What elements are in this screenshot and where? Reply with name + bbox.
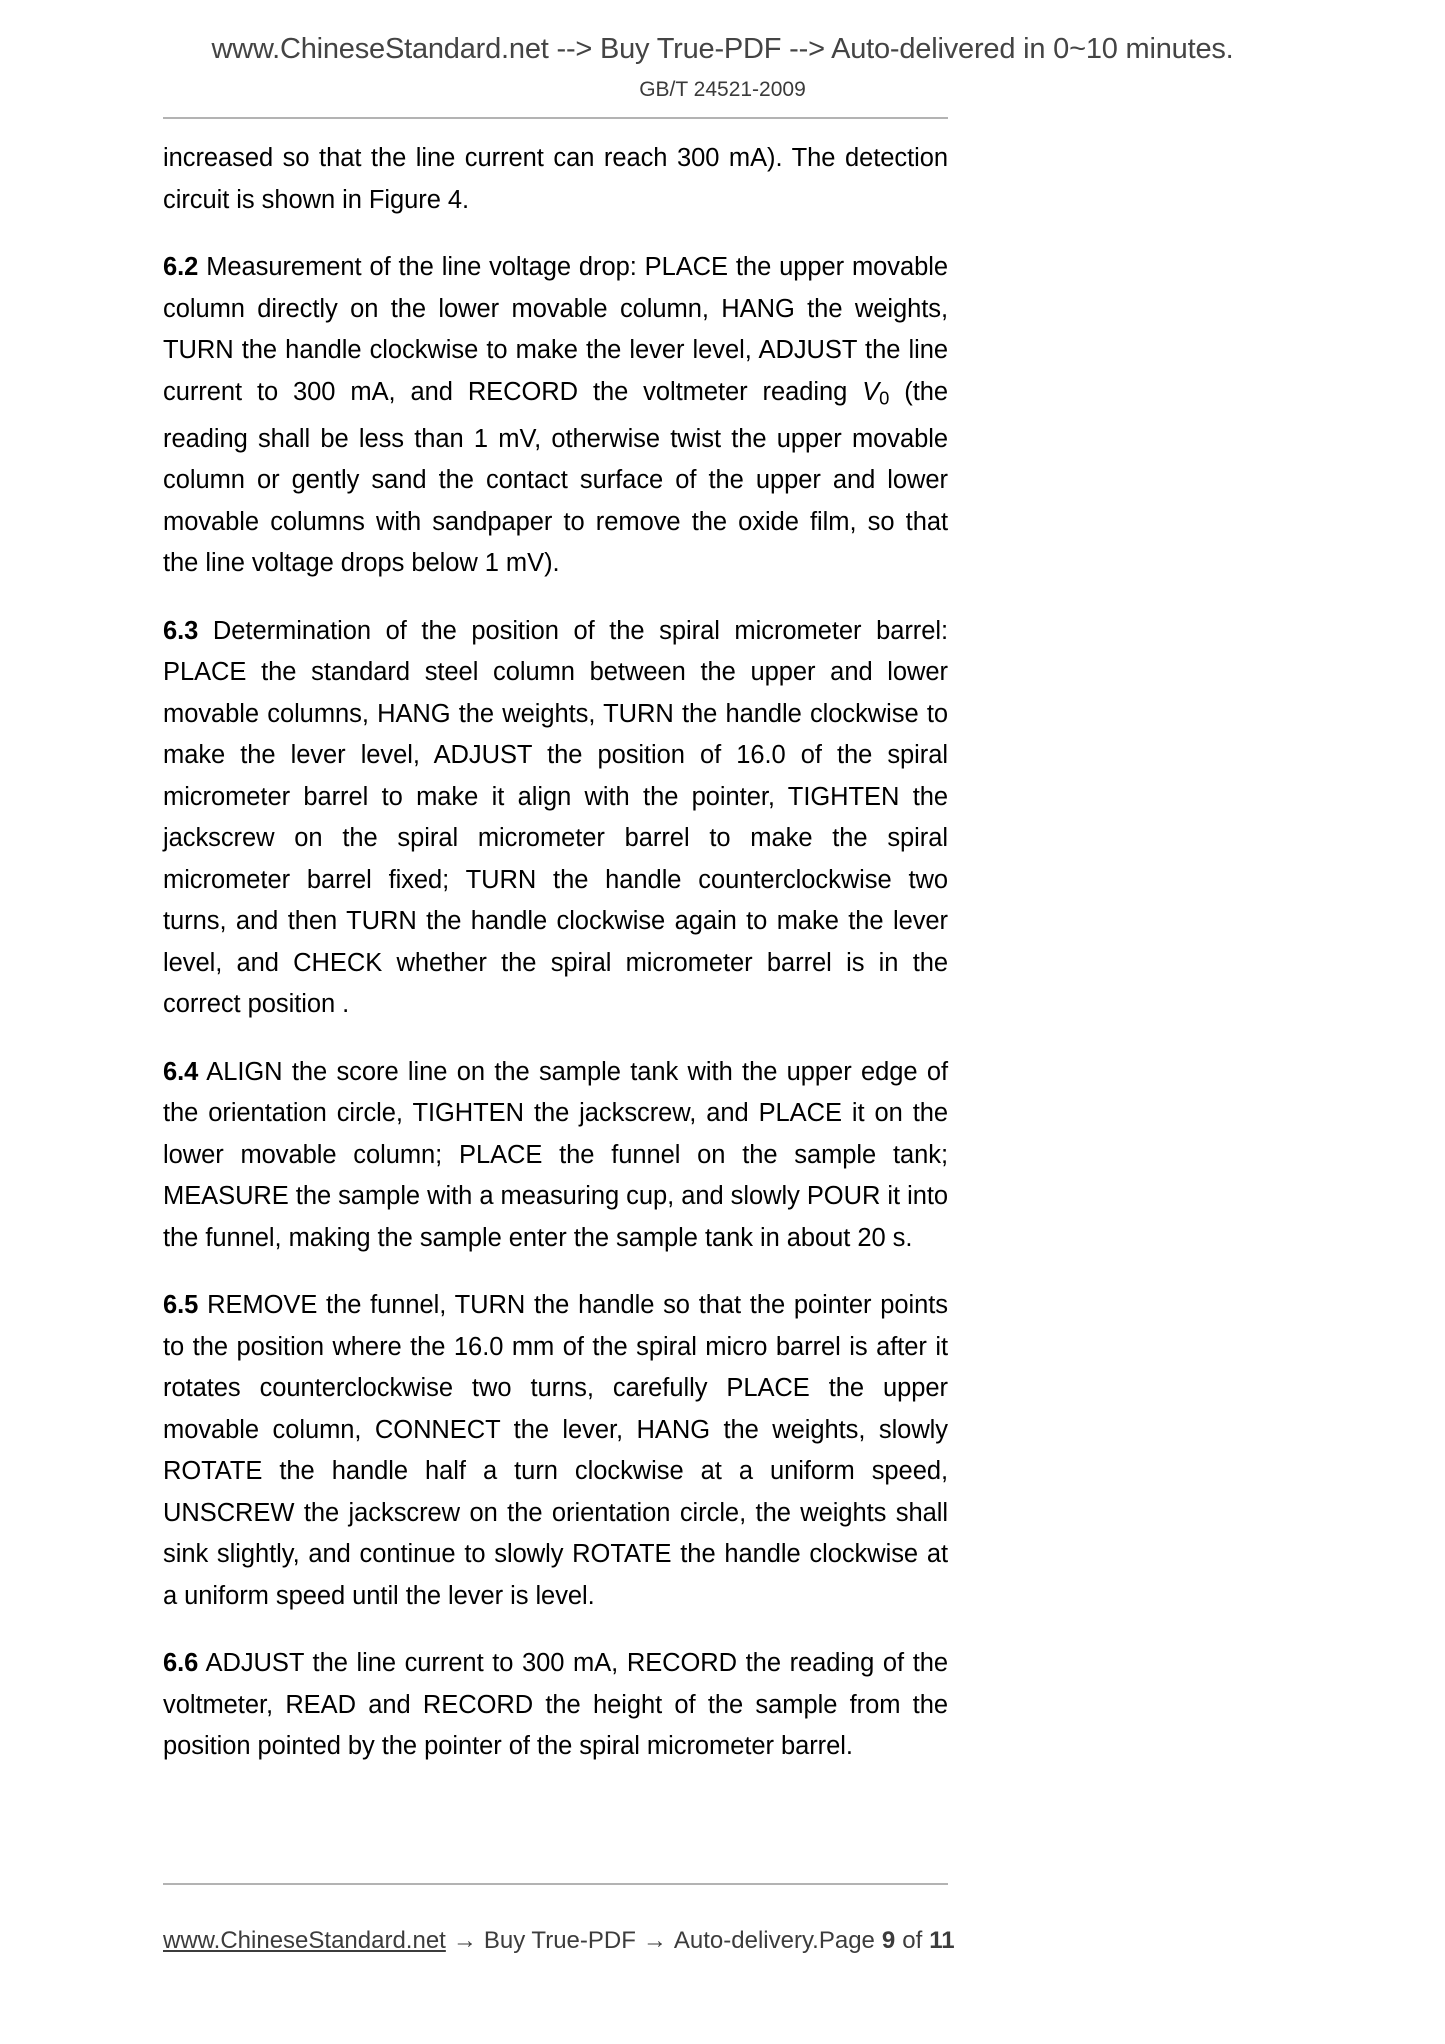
section-number-6-3: 6.3 (163, 616, 199, 645)
paragraph-6-2 (163, 247, 948, 585)
paragraph-6-6 (163, 1643, 948, 1768)
arrow-right-icon-1: → (452, 1927, 477, 1954)
variable-v0 (862, 377, 890, 409)
footer-promo (163, 1927, 819, 1955)
page-footer (163, 1927, 955, 1955)
section-number-6-5: 6.5 (163, 1291, 199, 1320)
paragraph-6-4-text: ALIGN the score line on the sample tank with the upper edge of the orientation circle, TIGHTEN the jackscrew, and PLACE it on the lower movable column; PLACE the funnel on the sample tank; MEASURE the sample with a measuring cup, and slowly POUR it into the funnel, making the sample enter the sample tank in about 20 s. (163, 1057, 948, 1252)
page-label: Page (818, 1927, 875, 1954)
paragraph-6-5 (163, 1285, 948, 1617)
paragraph-intro (163, 138, 948, 221)
header-divider (163, 117, 948, 119)
standard-number: GB/T 24521-2009 (639, 78, 806, 101)
footer-divider (163, 1883, 948, 1885)
arrow-right-icon-2: → (642, 1927, 667, 1954)
footer-buy-label: Buy True-PDF (483, 1927, 636, 1954)
variable-v0-symbol: V (862, 377, 880, 406)
section-number-6-2: 6.2 (163, 253, 199, 281)
section-number-6-4: 6.4 (163, 1057, 199, 1086)
page-of-label: of (902, 1927, 923, 1954)
promo-header-banner: www.ChineseStandard.net --> Buy True-PDF --> Auto-delivered in 0~10 minutes. (211, 33, 1234, 65)
paragraph-6-4 (163, 1052, 948, 1260)
page-number-total: 11 (929, 1927, 955, 1954)
page-indicator (819, 1927, 955, 1955)
paragraph-intro-text: increased so that the line current can reach 300 mA). The detection circuit is shown in Figure 4. (163, 144, 948, 214)
paragraph-6-3-text: Determination of the position of the spiral micrometer barrel: PLACE the standard steel column between the upper and lower movable columns, HANG the weights, TURN the handle clockwise to make the lever level, ADJUST the position of 16.0 of the spiral micrometer barrel to make it align with the pointer, TIGHTEN the jackscrew on the spiral micrometer barrel to make the spiral micrometer barrel fixed; TURN the handle counterclockwise two turns, and then TURN the handle clockwise again to make the lever level, and CHECK whether the spiral micrometer barrel is in the correct position . (163, 616, 948, 1019)
paragraph-6-2-text-a: Measurement of the line voltage drop: PLACE the upper movable column directly on the lower movable column, HANG the weights, TURN the handle clockwise to make the lever level, ADJUST the line current to 300 mA, and RECORD the voltmeter reading (163, 253, 948, 406)
variable-v0-subscript: 0 (879, 387, 890, 409)
paragraph-6-6-text: ADJUST the line current to 300 mA, RECORD the reading of the voltmeter, READ and RECORD the height of the sample from the position pointed by the pointer of the spiral micrometer barrel. (163, 1649, 948, 1761)
section-number-6-6: 6.6 (163, 1649, 199, 1678)
footer-url-link[interactable]: www.ChineseStandard.net (163, 1927, 446, 1954)
footer-delivery-label: Auto-delivery. (673, 1927, 819, 1954)
page-number-current: 9 (881, 1927, 896, 1954)
paragraph-6-3 (163, 611, 948, 1026)
document-body (163, 138, 948, 1768)
paragraph-6-5-text: REMOVE the funnel, TURN the handle so that the pointer points to the position where the 16.0 mm of the spiral micro barrel is after it rotates counterclockwise two turns, carefully PLACE the upper movable column, CONNECT the lever, HANG the weights, slowly ROTATE the handle half a turn clockwise at a uniform speed, UNSCREW the jackscrew on the orientation circle, the weights shall sink slightly, and continue to slowly ROTATE the handle clockwise at a uniform speed until the lever is level. (163, 1291, 948, 1610)
paragraph-6-2-text-b: (the reading shall be less than 1 mV, otherwise twist the upper movable column or gently sand the contact surface of the upper and lower movable columns with sandpaper to remove the oxide film, so that the line voltage drops below 1 mV). (163, 377, 949, 578)
